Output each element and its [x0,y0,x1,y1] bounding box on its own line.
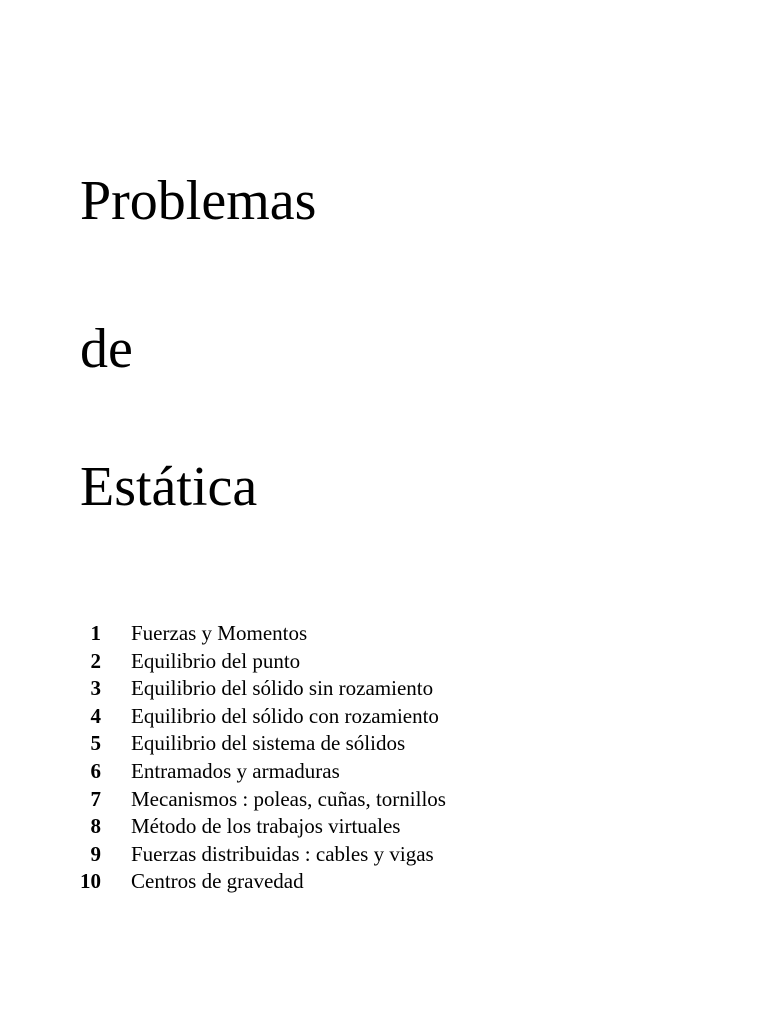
contents-item [80,868,446,896]
chapter-title: Fuerzas distribuidas : cables y vigas [131,841,434,866]
contents-item [80,675,446,703]
chapter-number: 2 [90,648,101,673]
chapter-number: 3 [90,676,101,701]
chapter-number: 8 [90,814,101,839]
table-of-contents [80,620,446,896]
chapter-title: Mecanismos : poleas, cuñas, tornillos [131,786,446,811]
chapter-title: Método de los trabajos virtuales [131,814,401,839]
title-line-de: de [80,318,133,380]
chapter-number: 10 [80,869,101,894]
chapter-number: 9 [90,841,101,866]
contents-item [80,813,446,841]
chapter-title: Fuerzas y Momentos [131,621,308,645]
chapter-title: Equilibrio del sólido con rozamiento [131,703,439,728]
chapter-number: 4 [90,703,101,728]
contents-item [80,620,446,648]
contents-item [80,703,446,731]
contents-item [80,758,446,786]
title-line-estatica: Estática [80,456,258,518]
chapter-title: Entramados y armaduras [131,758,340,783]
chapter-number: 7 [90,786,101,811]
chapter-title: Equilibrio del punto [131,648,301,673]
contents-item [80,786,446,814]
chapter-number: 5 [90,731,101,756]
contents-item [80,841,446,869]
chapter-title: Equilibrio del sistema de sólidos [131,731,406,756]
chapter-number: 1 [90,621,101,645]
chapter-title: Equilibrio del sólido sin rozamiento [131,676,434,701]
contents-item [80,648,446,676]
contents-item [80,730,446,758]
title-line-problemas: Problemas [80,170,317,232]
chapter-number: 6 [90,758,101,783]
chapter-title: Centros de gravedad [131,869,304,894]
